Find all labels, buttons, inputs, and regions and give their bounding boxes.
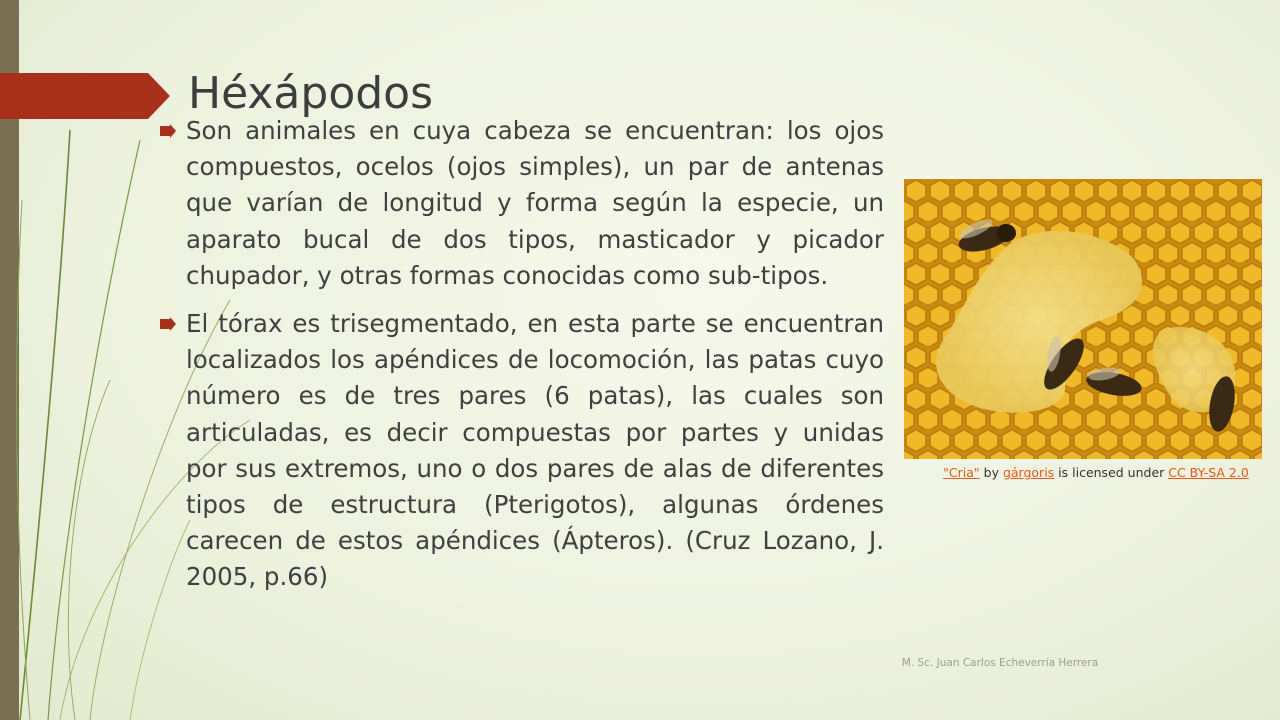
arrow-bullet-icon <box>160 317 176 331</box>
caption-by-text: by <box>979 465 1003 480</box>
bullet-text: Son animales en cuya cabeza se encuentran: los ojos compuestos, ocelos (ojos simples), un par de antenas que varían de longitud y forma según la especie, un aparato bucal de dos tipos, masticador y picador chupador, y otras formas conocidas como sub-tipos. <box>186 116 884 290</box>
image-caption <box>930 465 1262 481</box>
slide-title: Héxápodos <box>188 68 434 119</box>
caption-author-link[interactable]: gárgoris <box>1002 465 1055 480</box>
bullet-text: El tórax es trisegmentado, en esta parte se encuentran localizados los apéndices de locomoción, las patas cuyo número es de tres pares (6 patas), las cuales son articuladas, es decir compuestas por partes y unidas por sus extremos, uno o dos pares de alas de diferentes tipos de estructura (Pterigotos), algunas órdenes carecen de estos apéndices (Ápteros). (Cruz Lozano, J. 2005, p.66) <box>186 309 884 592</box>
bullet-item <box>160 306 884 596</box>
title-arrow-shape <box>0 73 170 119</box>
bullet-item <box>160 113 884 294</box>
caption-license-text: is licensed under <box>1054 465 1169 480</box>
caption-license-link[interactable]: CC BY-SA 2.0 <box>1168 465 1249 480</box>
bullet-list <box>160 113 884 608</box>
arrow-bullet-icon <box>160 124 176 138</box>
caption-title-link[interactable]: "Cria" <box>943 465 980 480</box>
honeycomb-bees-photo <box>904 179 1262 459</box>
slide-footer: M. Sc. Juan Carlos Echeverría Herrera <box>901 657 1099 669</box>
